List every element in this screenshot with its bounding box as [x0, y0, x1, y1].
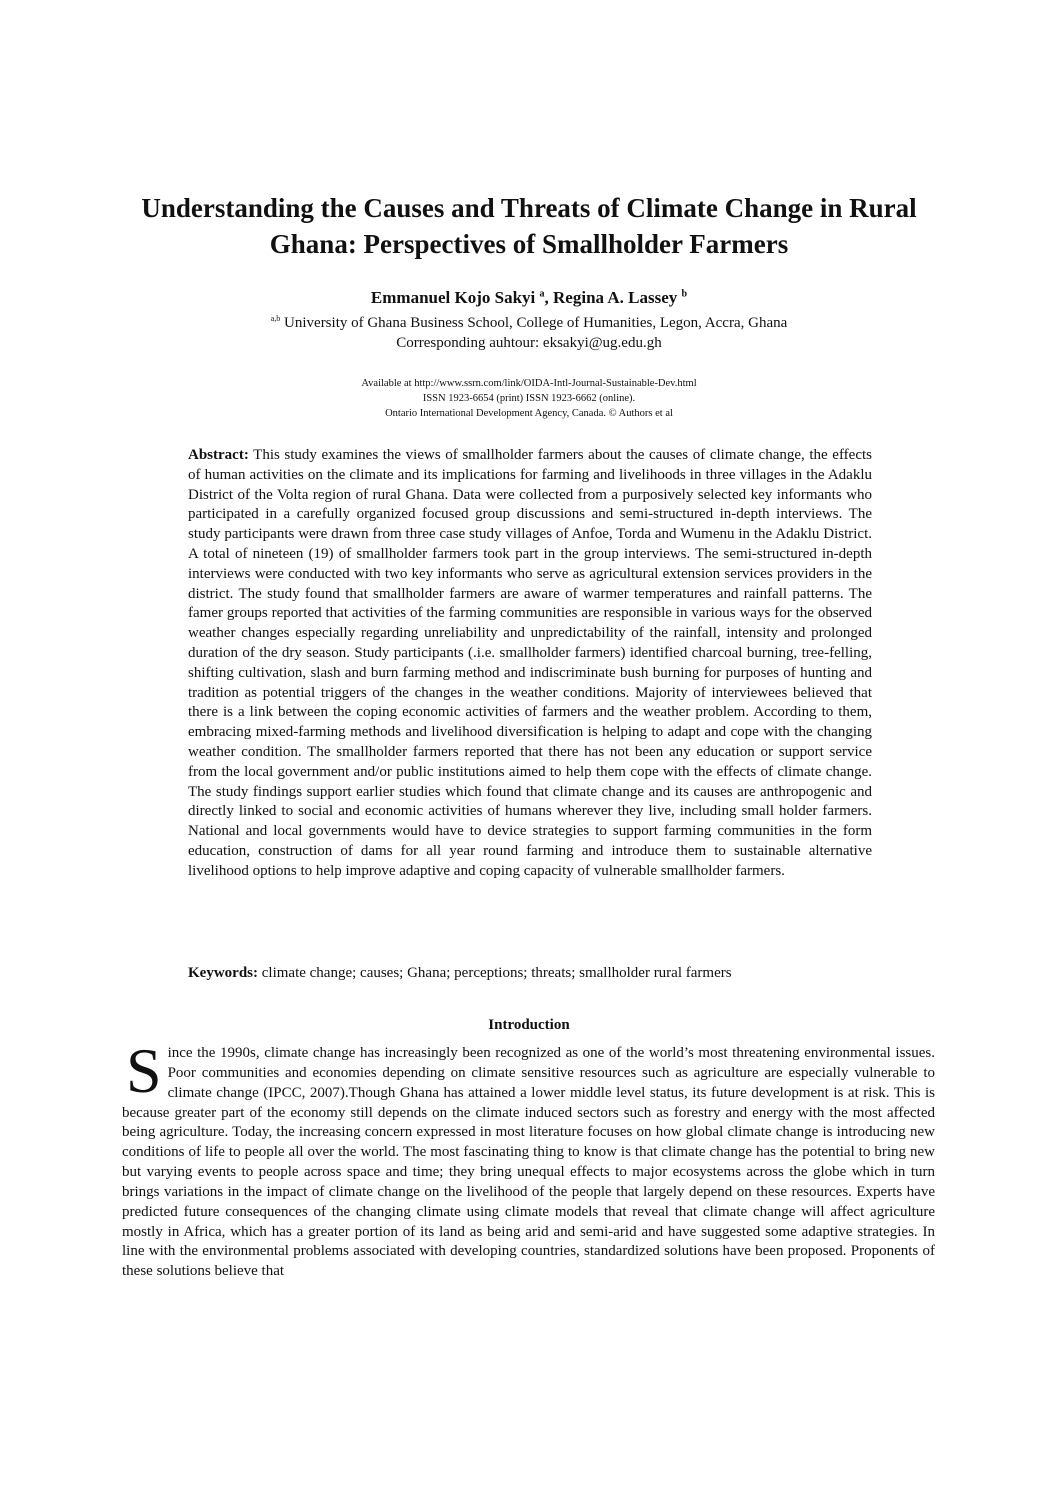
author-affiliation-mark: b	[681, 288, 688, 300]
drop-cap: S	[126, 1035, 162, 1106]
abstract	[188, 446, 872, 882]
author-name: Regina A. Lassey	[553, 288, 678, 307]
abstract-text: This study examines the views of smallholder farmers about the causes of climate change, the effects of human activities on the climate and its implications for farming and livelihoods in three villages in the Adaklu District of the Volta region of rural Ghana. Data were collected from a purposively selected key informants who participated in a carefully organized focused group discussions and semi-structured in-depth interviews. The study participants were drawn from three case study villages of Anfoe, Torda and Wumenu in the Adaklu District. A total of nineteen (19) of smallholder farmers took part in the group interviews. The semi-structured in-depth interviews were conducted with two key informants who serve as agricultural extension services providers in the district. The study found that smallholder farmers are aware of warmer temperatures and rainfall patterns. The famer groups reported that activities of the farming communities are responsible in various ways for the observed weather changes especially regarding unreliability and unpredictability of the rainfall, intensity and prolonged duration of the dry season. Study participants (.i.e. smallholder farmers) identified charcoal burning, tree-felling, shifting cultivation, slash and burn farming method and indiscriminate bush burning for purposes of hunting and tradition as potential triggers of the changes in the weather conditions. Majority of interviewees believed that there is a link between the coping economic activities of farmers and the weather problem. According to them, embracing mixed-farming methods and livelihood diversification is helping to adapt and cope with the changing weather condition. The smallholder farmers reported that there has not been any education or support service from the local government and/or public institutions aimed to help them cope with the effects of climate change. The study findings support earlier studies which found that climate change and its causes are anthropogenic and directly linked to social and economic activities of humans wherever they live, including small holder farmers. National and local governments would have to device strategies to support farming communities in the form education, construction of dams for all year round farming and introduce them to sustainable alternative livelihood options to help improve adaptive and coping capacity of vulnerable smallholder farmers.	[188, 447, 872, 879]
paper-title: Understanding the Causes and Threats of Climate Change in Rural Ghana: Perspectives of Smallholder Farmers	[141, 193, 917, 259]
author-affiliation-mark: a	[539, 288, 545, 300]
introduction-heading: Introduction	[488, 1017, 570, 1033]
author-name: Emmanuel Kojo Sakyi	[370, 288, 536, 307]
keywords	[188, 963, 872, 983]
abstract-label: Abstract:	[188, 447, 249, 463]
introduction-body	[122, 1035, 935, 1282]
author-separator: ,	[544, 288, 554, 307]
affiliation-mark: a,b	[270, 314, 281, 323]
introduction-text: ince the 1990s, climate change has increasingly been recognized as one of the world’s most threatening environmental issues. Poor communities and economies depending on climate sensitive resources such as agriculture are especially vulnerable to climate change (IPCC, 2007).Though Ghana has attained a lower middle level status, its future development is at risk. This is because greater part of the economy still depends on the climate induced sectors such as forestry and energy with the most affected being agriculture. Today, the increasing concern expressed in most literature focuses on how global climate change is introducing new conditions of life to people all over the world. The most fascinating thing to know is that climate change has the potential to bring new but varying events to people across space and time; they bring unequal effects to major ecosystems across the globe which in turn brings variations in the impact of climate change on the livelihood of the people that largely depend on these resources. Experts have predicted future consequences of the changing climate using climate models that reveal that climate change will affect agriculture mostly in Africa, which has a greater portion of its land as being arid and semi-arid and have suggested some adaptive strategies. In line with the environmental problems associated with developing countries, standardized solutions have been proposed. Proponents of these solutions believe that	[122, 1045, 935, 1280]
corresponding-author: Corresponding auhtour: eksakyi@ug.edu.gh	[396, 335, 662, 351]
availability-line: Available at http://www.ssrn.com/link/OIDA-Intl-Journal-Sustainable-Dev.html	[361, 378, 697, 389]
keywords-label: Keywords:	[188, 965, 258, 981]
affiliation-line	[120, 313, 938, 333]
author-line	[120, 287, 938, 309]
issn-line: ISSN 1923-6654 (print) ISSN 1923-6662 (online).	[422, 393, 636, 404]
publisher-line: Ontario International Development Agency, Canada. © Authors et al	[385, 408, 673, 419]
affiliation-text: University of Ghana Business School, College of Humanities, Legon, Accra, Ghana	[284, 315, 788, 331]
keywords-text: climate change; causes; Ghana; perceptions; threats; smallholder rural farmers	[261, 965, 732, 981]
publication-info	[120, 376, 938, 421]
